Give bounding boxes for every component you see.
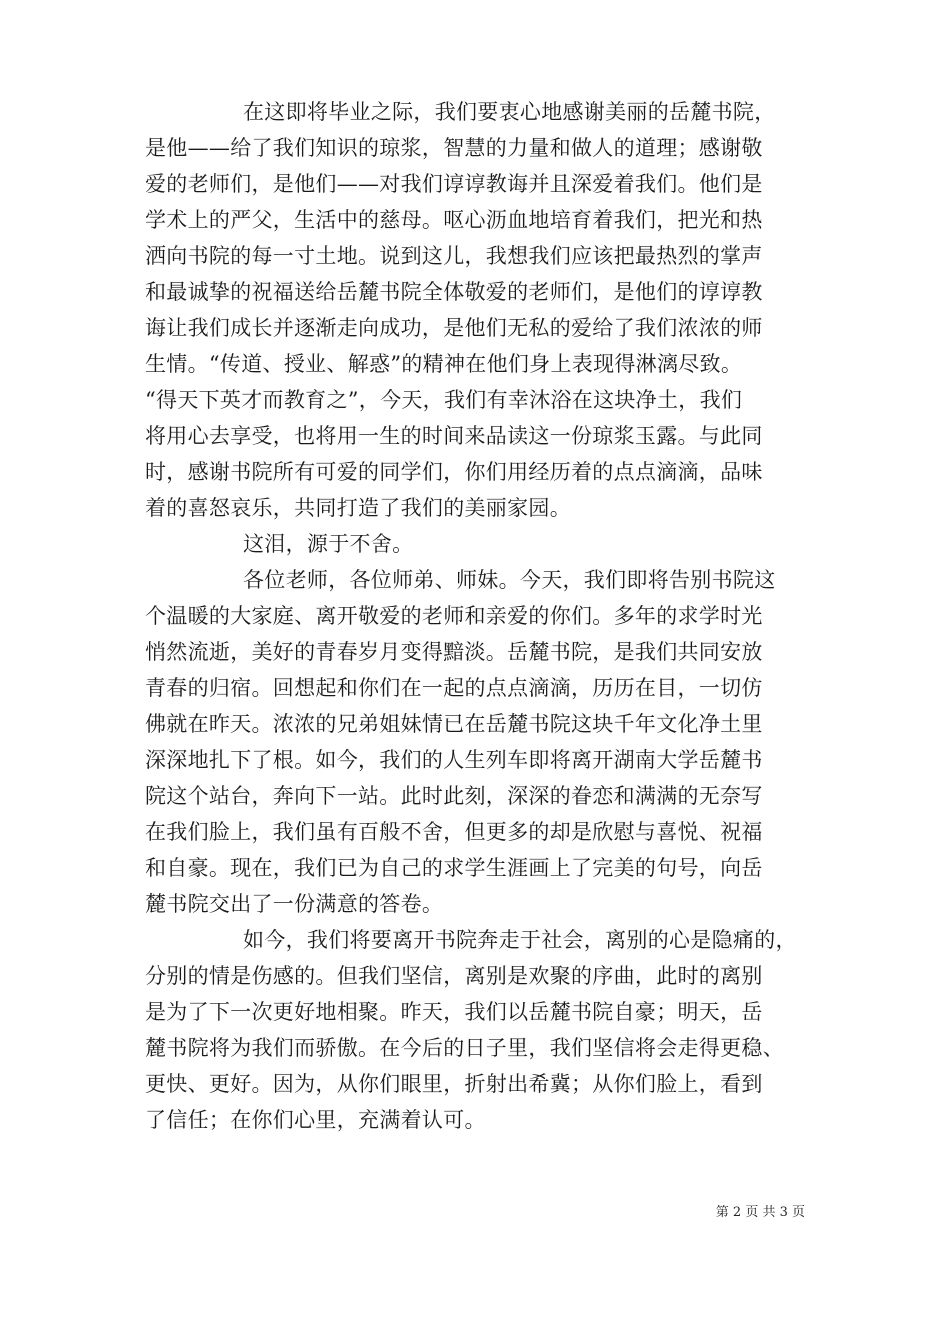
- text-line: 更快、更好。因为，从你们眼里，折射出希冀；从你们脸上，看到: [145, 1072, 763, 1096]
- page-number: 第 2 页 共 3 页: [715, 1205, 805, 1220]
- text-line: 是他——给了我们知识的琼浆，智慧的力量和做人的道理；感谢敬: [145, 136, 763, 160]
- text-line: 洒向书院的每一寸土地。说到这儿，我想我们应该把最热烈的掌声: [145, 244, 763, 268]
- text-line: 将用心去享受，也将用一生的时间来品读这一份琼浆玉露。与此同: [145, 424, 763, 448]
- text-line: 深深地扎下了根。如今，我们的人生列车即将离开湖南大学岳麓书: [145, 748, 763, 772]
- text-line: 生情。“传道、授业、解惑”的精神在他们身上表现得淋漓尽致。: [145, 352, 743, 376]
- text-line: 麓书院交出了一份满意的答卷。: [145, 892, 444, 916]
- text-line: 麓书院将为我们而骄傲。在今后的日子里，我们坚信将会走得更稳、: [145, 1036, 784, 1060]
- text-line: 佛就在昨天。浓浓的兄弟姐妹情已在岳麓书院这块千年文化净土里: [145, 712, 763, 736]
- text-line: 了信任；在你们心里，充满着认可。: [145, 1108, 486, 1132]
- text-line: 院这个站台，奔向下一站。此时此刻，深深的眷恋和满满的无奈写: [145, 784, 763, 808]
- text-line: 悄然流逝，美好的青春岁月变得黯淡。岳麓书院，是我们共同安放: [145, 640, 763, 664]
- text-line: 爱的老师们，是他们——对我们谆谆教诲并且深爱着我们。他们是: [145, 172, 763, 196]
- text-line: 青春的归宿。回想起和你们在一起的点点滴滴，历历在目，一切仿: [145, 676, 763, 700]
- text-line: 和自豪。现在，我们已为自己的求学生涯画上了完美的句号，向岳: [145, 856, 763, 880]
- text-line: 各位老师，各位师弟、师妹。今天，我们即将告别书院这: [243, 568, 776, 592]
- text-line: 如今，我们将要离开书院奔走于社会，离别的心是隐痛的，: [243, 928, 797, 952]
- text-line: 是为了下一次更好地相聚。昨天，我们以岳麓书院自豪；明天，岳: [145, 1000, 763, 1024]
- text-line: 时，感谢书院所有可爱的同学们，你们用经历着的点点滴滴，品味: [145, 460, 763, 484]
- text-line: 在这即将毕业之际，我们要衷心地感谢美丽的岳麓书院，: [243, 100, 776, 124]
- text-line: 在我们脸上，我们虽有百般不舍，但更多的却是欣慰与喜悦、祝福: [145, 820, 763, 844]
- text-line: 诲让我们成长并逐渐走向成功，是他们无私的爱给了我们浓浓的师: [145, 316, 763, 340]
- text-line: 和最诚挚的祝福送给岳麓书院全体敬爱的老师们，是他们的谆谆教: [145, 280, 763, 304]
- text-line: “得天下英才而教育之”，今天，我们有幸沐浴在这块净土，我们: [145, 388, 743, 412]
- text-line: 个温暖的大家庭、离开敬爱的老师和亲爱的你们。多年的求学时光: [145, 604, 763, 628]
- text-line: 分别的情是伤感的。但我们坚信，离别是欢聚的序曲，此时的离别: [145, 964, 763, 988]
- text-line: 着的喜怒哀乐，共同打造了我们的美丽家园。: [145, 496, 571, 520]
- text-line: 这泪，源于不舍。: [243, 532, 414, 556]
- text-line: 学术上的严父，生活中的慈母。呕心沥血地培育着我们，把光和热: [145, 208, 763, 232]
